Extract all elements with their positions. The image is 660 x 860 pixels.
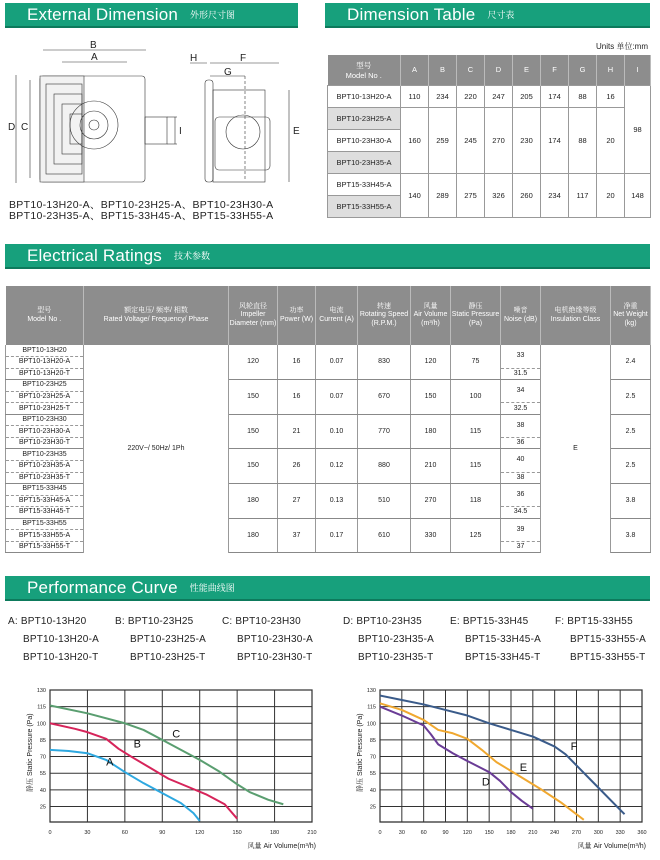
x-tick-label: 210 <box>307 830 317 836</box>
legend-item: D: BPT10-23H35 <box>343 616 422 627</box>
y-tick-label: 25 <box>39 804 46 811</box>
x-tick-label: 300 <box>593 830 603 836</box>
table-row: BPT10-23H25 150 16 0.07 670 150 100 34 2.5 <box>6 380 651 392</box>
table-row: BPT10-23H25-T 32.5 <box>6 403 651 415</box>
x-tick-label: 150 <box>232 830 242 836</box>
side-view <box>190 63 289 182</box>
electrical-ratings-header: Electrical Ratings 技术参数 <box>5 244 650 269</box>
x-tick-label: 360 <box>637 830 647 836</box>
performance-chart-left <box>0 680 330 860</box>
legend-item: BPT15-33H45-T <box>465 652 541 663</box>
legend-item: BPT15-33H55-T <box>570 652 646 663</box>
table-row: BPT15-33H45 180 27 0.13 510 270 118 36 3.8 <box>6 484 651 496</box>
table-row: BPT10-13H20-A 110 234 220 247 205 174 88 16 98 <box>328 85 651 107</box>
model-header: 型号 Model No . <box>328 55 401 85</box>
table-row: BPT15-33H45-A 140 289 275 326 260 234 117 20 148 <box>328 173 651 195</box>
legend-item: A: BPT10-13H20 <box>8 616 87 627</box>
legend-item: BPT10-23H35-T <box>358 652 434 663</box>
dim-label-a: A <box>91 52 98 63</box>
header-10: 净重 Net Weight (kg) <box>611 286 651 345</box>
table-row: BPT15-33H45-A <box>6 495 651 507</box>
table-row: BPT10-23H30-A <box>6 426 651 438</box>
header-2: 风轮直径 Impeller Diameter (mm) <box>229 286 278 345</box>
table-row: BPT10-23H35 150 26 0.12 880 210 115 40 2.5 <box>6 449 651 461</box>
table-row: BPT15-33H45-T 34.5 <box>6 507 651 519</box>
col-e: E <box>513 55 541 85</box>
table-row: BPT15-33H55-A <box>328 195 651 217</box>
col-f: F <box>541 55 569 85</box>
col-g: G <box>569 55 597 85</box>
dimension-table <box>327 55 651 218</box>
x-tick-label: 180 <box>506 830 516 836</box>
x-tick-label: 240 <box>550 830 560 836</box>
table-row: BPT10-23H30-A <box>328 129 651 151</box>
col-h: H <box>597 55 625 85</box>
dim-label-h: H <box>190 53 198 64</box>
header-0: 型号 Model No . <box>6 286 84 345</box>
y-tick-label: 55 <box>39 771 46 778</box>
y-tick-label: 40 <box>369 787 376 794</box>
x-tick-label: 60 <box>420 830 427 836</box>
external-dimension-header: External Dimension 外形尺寸图 <box>5 3 298 28</box>
y-tick-label: 115 <box>367 704 376 711</box>
col-a: A <box>401 55 429 85</box>
x-tick-label: 30 <box>84 830 91 836</box>
header-1: 额定电压/ 频率/ 相数 Rated Voltage/ Frequency/ Phase <box>84 286 229 345</box>
legend-item: F: BPT15-33H55 <box>555 616 633 627</box>
x-tick-label: 90 <box>159 830 166 836</box>
legend-item: B: BPT10-23H25 <box>115 616 194 627</box>
performance-curve-header: Performance Curve 性能曲线图 <box>5 576 650 601</box>
table-row: BPT10-23H30 150 21 0.10 770 180 115 38 2.5 <box>6 414 651 426</box>
x-tick-label: 60 <box>121 830 128 836</box>
dim-label-c: C <box>21 122 29 133</box>
y-tick-label: 85 <box>39 737 46 744</box>
y-tick-label: 40 <box>39 787 46 794</box>
y-tick-label: 25 <box>369 804 376 811</box>
header-9: 电机绝缘等级 Insulation Class <box>541 286 611 345</box>
units-label: Units 单位:mm <box>596 42 648 51</box>
table-row: BPT10-13H20 220V~/ 50Hz/ 1Ph 120 16 0.07 830 120 75 33 E 2.4 <box>6 345 651 357</box>
x-axis-title: 风量 Air Volume(m³/h) <box>577 843 646 850</box>
external-dimension-drawing <box>0 35 300 195</box>
x-tick-label: 30 <box>398 830 405 836</box>
header-7: 静压 Static Pressure (Pa) <box>451 286 501 345</box>
y-tick-label: 115 <box>37 704 46 711</box>
x-tick-label: 90 <box>442 830 449 836</box>
x-tick-label: 120 <box>462 830 472 836</box>
y-axis-title: 静压 Static Pressure (Pa) <box>27 713 34 792</box>
x-tick-label: 0 <box>378 830 382 836</box>
table-row: BPT15-33H55-T 37 <box>6 541 651 553</box>
curve-B <box>50 723 237 818</box>
table-row: BPT10-23H30-T 36 <box>6 437 651 449</box>
front-view <box>16 50 177 183</box>
table-row: BPT10-13H20-T 31.5 <box>6 368 651 380</box>
y-tick-label: 100 <box>36 721 46 728</box>
table-row: BPT10-23H25-A 160 259 245 270 230 174 88 20 <box>328 107 651 129</box>
curve-label-C: C <box>172 728 181 741</box>
curve-label-F: F <box>570 740 578 753</box>
col-c: C <box>457 55 485 85</box>
dimension-table-header: Dimension Table 尺寸表 <box>325 3 650 28</box>
curve-D <box>380 707 533 809</box>
performance-chart-right <box>330 680 660 860</box>
y-tick-label: 100 <box>366 721 376 728</box>
curve-label-B: B <box>133 738 141 751</box>
col-b: B <box>429 55 457 85</box>
y-tick-label: 130 <box>366 688 376 694</box>
header-6: 风量 Air Volume (m³/h) <box>411 286 451 345</box>
table-row: BPT15-33H55-A <box>6 530 651 542</box>
table-row: BPT10-23H35-T 38 <box>6 472 651 484</box>
header-8: 噪音 Noise (dB) <box>501 286 541 345</box>
x-tick-label: 180 <box>269 830 280 836</box>
header-3: 功率 Power (W) <box>278 286 316 345</box>
curve-label-A: A <box>106 756 114 769</box>
table-row: BPT10-23H25-A <box>6 391 651 403</box>
legend-item: BPT10-13H20-A <box>23 634 99 645</box>
dim-label-g: G <box>224 67 232 78</box>
x-tick-label: 210 <box>528 830 538 836</box>
legend-item: BPT10-23H35-A <box>358 634 434 645</box>
legend-item: BPT10-23H30-T <box>237 652 313 663</box>
y-tick-label: 85 <box>369 737 376 744</box>
legend-item: BPT10-23H30-A <box>237 634 313 645</box>
legend-item: BPT10-13H20-T <box>23 652 99 663</box>
col-i: I <box>625 55 651 85</box>
legend-item: BPT10-23H25-A <box>130 634 206 645</box>
y-tick-label: 70 <box>369 754 376 761</box>
dim-label-d: D <box>8 122 16 133</box>
drawing-models: BPT10-13H20-A、BPT10-23H25-A、BPT10-23H30-A BPT10-23H35-A、BPT15-33H45-A、BPT15-33H55-A <box>9 199 274 222</box>
x-tick-label: 270 <box>571 830 582 836</box>
dim-label-b: B <box>90 40 97 51</box>
legend-item: BPT10-23H25-T <box>130 652 206 663</box>
legend-item: BPT15-33H45-A <box>465 634 541 645</box>
electrical-ratings-table <box>5 286 651 553</box>
y-tick-label: 130 <box>36 688 46 694</box>
table-row: BPT10-23H35-A <box>6 460 651 472</box>
x-tick-label: 120 <box>195 830 205 836</box>
legend-item: BPT15-33H55-A <box>570 634 646 645</box>
y-tick-label: 55 <box>369 771 376 778</box>
dim-label-i: I <box>179 126 182 137</box>
legend-item: C: BPT10-23H30 <box>222 616 301 627</box>
curve-F <box>380 696 625 815</box>
table-row: BPT15-33H55 180 37 0.17 610 330 125 39 3.8 <box>6 518 651 530</box>
col-d: D <box>485 55 513 85</box>
legend-item: E: BPT15-33H45 <box>450 616 529 627</box>
header-4: 电流 Current (A) <box>316 286 358 345</box>
curve-label-E: E <box>519 761 528 774</box>
y-tick-label: 70 <box>39 754 46 761</box>
dim-label-e: E <box>293 126 300 137</box>
x-tick-label: 0 <box>48 830 52 836</box>
dim-label-f: F <box>240 53 247 64</box>
x-axis-title: 风量 Air Volume(m³/h) <box>247 843 316 850</box>
x-tick-label: 330 <box>615 830 625 836</box>
x-tick-label: 150 <box>484 830 494 836</box>
table-row: BPT10-23H35-A <box>328 151 651 173</box>
y-axis-title: 静压 Static Pressure (Pa) <box>357 713 364 792</box>
curve-label-D: D <box>481 776 490 789</box>
table-row: BPT10-13H20-A <box>6 357 651 369</box>
header-5: 转速 Rotating Speed (R.P.M.) <box>358 286 411 345</box>
